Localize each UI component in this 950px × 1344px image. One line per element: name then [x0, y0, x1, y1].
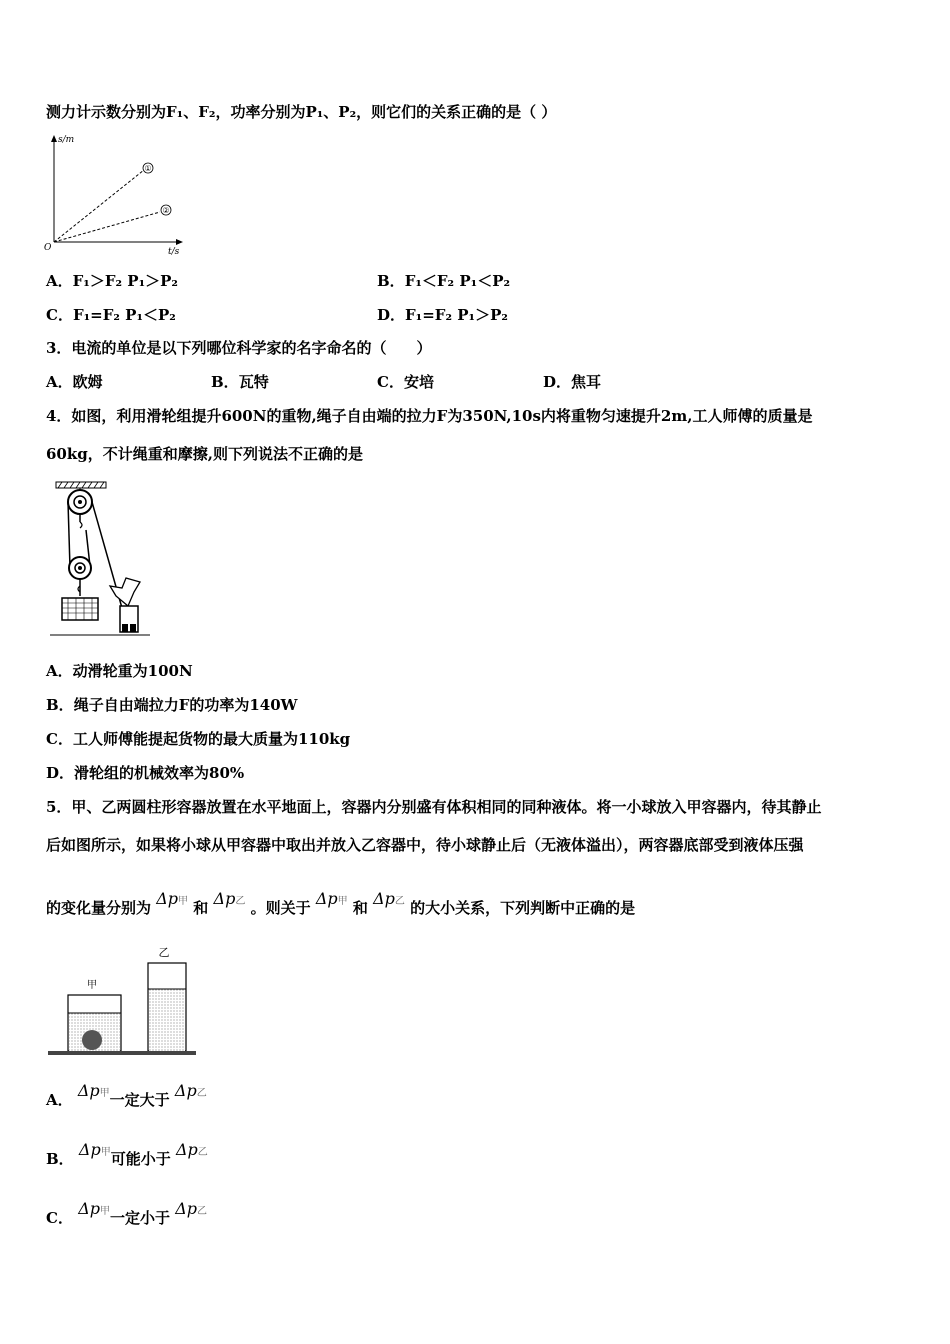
ground [48, 1051, 196, 1055]
graph-line-1 [54, 170, 144, 242]
q5-stem-line3: 的变化量分别为 Δp甲 和 Δp乙 。则关于 Δp甲 和 Δp乙 的大小关系，下列判断中正确的是 [46, 889, 636, 917]
q5-option-b[interactable]: B． Δp甲可能小于 Δp乙 [46, 1140, 208, 1168]
q5-stem-line2: 后如图所示，如果将小球从甲容器中取出并放入乙容器中，待小球静止后（无液体溢出），两容器底部受到液体压强 [46, 836, 804, 854]
ball [82, 1030, 102, 1050]
graph-label-1: ① [144, 164, 152, 173]
delta-p-jia: Δp甲 [315, 889, 348, 908]
delta-p-jia: Δp甲 [156, 889, 189, 908]
delta-p-yi: Δp乙 [373, 889, 405, 908]
graph-label-2: ② [162, 206, 170, 215]
q4-option-b[interactable]: B．绳子自由端拉力F的功率为140W [46, 696, 298, 714]
delta-p-yi: Δp乙 [213, 889, 246, 908]
q2-stem: 测力计示数分别为F₁、F₂，功率分别为P₁、P₂，则它们的关系正确的是（ ） [46, 103, 557, 121]
q5-stem-line1: 5．甲、乙两圆柱形容器放置在水平地面上，容器内分别盛有体积相同的同种液体。将一小球放入甲容器内，待其静止 [46, 798, 822, 816]
q2-option-c[interactable]: C．F₁=F₂ P₁＜P₂ [46, 306, 176, 324]
label-jia: 甲 [87, 980, 97, 991]
q2-option-d[interactable]: D．F₁=F₂ P₁＞P₂ [377, 306, 508, 324]
q5-containers-figure [44, 938, 204, 1060]
label-yi: 乙 [158, 946, 170, 959]
graph-y-label: s/m [58, 135, 75, 145]
graph-origin: O [44, 243, 52, 253]
q5-option-a[interactable]: A． Δp甲一定大于 Δp乙 [46, 1081, 207, 1109]
q3-option-d[interactable]: D．焦耳 [543, 373, 602, 391]
q3-option-a[interactable]: A．欧姆 [46, 373, 103, 391]
q4-stem-line1: 4．如图，利用滑轮组提升600N的重物,绳子自由端的拉力F为350N,10s内将重物匀速提升2m,工人师傅的质量是 [46, 407, 813, 425]
graph-x-label: t/s [168, 247, 180, 257]
q4-option-a[interactable]: A．动滑轮重为100N [46, 662, 193, 680]
graph-line-2 [54, 212, 160, 242]
q4-pulley-figure [50, 478, 160, 638]
q4-stem-line2: 60kg，不计绳重和摩擦,则下列说法不正确的是 [46, 445, 363, 463]
q3-option-b[interactable]: B．瓦特 [211, 373, 269, 391]
q4-option-c[interactable]: C．工人师傅能提起货物的最大质量为110kg [46, 730, 351, 748]
q3-option-c[interactable]: C．安培 [377, 373, 434, 391]
q2-option-b[interactable]: B．F₁＜F₂ P₁＜P₂ [377, 272, 511, 290]
q3-stem: 3．电流的单位是以下列哪位科学家的名字命名的（ ） [46, 339, 432, 357]
q2-st-graph [40, 132, 190, 257]
q4-option-d[interactable]: D．滑轮组的机械效率为80% [46, 764, 245, 782]
q2-option-a[interactable]: A．F₁＞F₂ P₁＞P₂ [46, 272, 178, 290]
q5-option-c[interactable]: C． Δp甲一定小于 Δp乙 [46, 1199, 208, 1227]
